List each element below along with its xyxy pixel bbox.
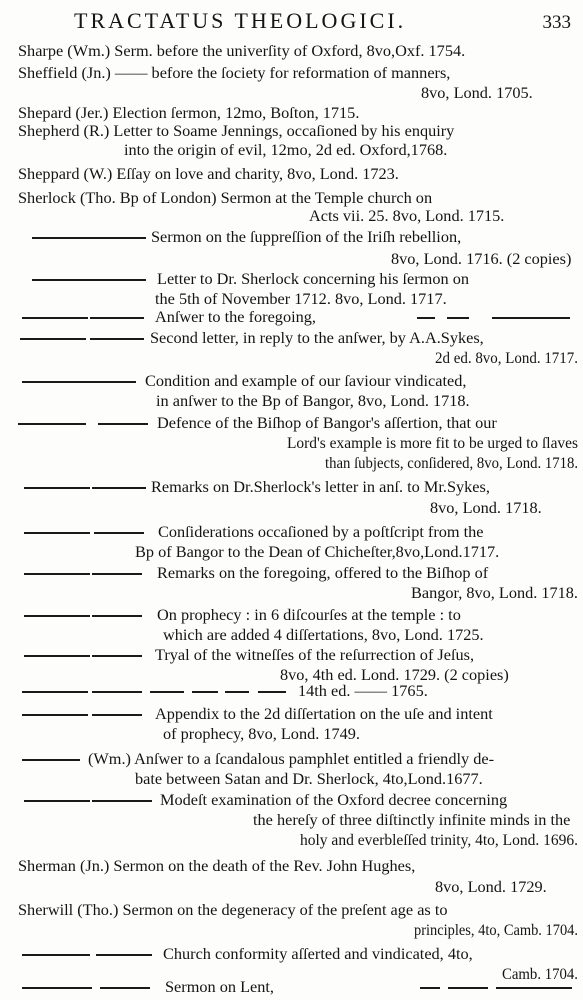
entry-line <box>0 226 583 248</box>
ditto-dash <box>24 800 90 802</box>
entry-line <box>0 432 583 454</box>
ditto-dash <box>100 987 150 989</box>
entry-line <box>0 327 583 349</box>
entry-text: Sherwill (Tho.) Sermon on the degeneracy of the preſent age as to <box>18 900 448 919</box>
entry-line <box>0 248 583 270</box>
ditto-dash <box>90 279 146 281</box>
ditto-dash <box>92 615 142 617</box>
entry-line <box>0 789 583 811</box>
ditto-dash <box>492 317 570 319</box>
entry-line <box>0 809 583 831</box>
entry-text: Second letter, in reply to the anſwer, by A.A.Sykes, <box>150 328 484 347</box>
ditto-dash <box>448 987 488 989</box>
ditto-dash <box>92 691 142 693</box>
entry-text: Anſwer to the foregoing, <box>155 307 316 326</box>
entry-text: Church conformity aſſerted and vindicated, 4to, <box>163 944 473 963</box>
ditto-dash <box>496 987 572 989</box>
entry-text: Lord's example is more fit to be urged to ſlaves <box>287 433 579 452</box>
entry-line <box>0 62 583 84</box>
ditto-dash <box>92 487 146 489</box>
entry-line <box>0 680 583 702</box>
entry-line <box>0 163 583 185</box>
entry-line <box>0 582 583 604</box>
entry-line <box>0 976 583 998</box>
entry-line <box>0 562 583 584</box>
entry-line <box>0 452 583 474</box>
ditto-dash <box>96 954 152 956</box>
ditto-dash <box>90 237 146 239</box>
entry-text: Sherlock (Tho. Bp of London) Sermon at the Temple church on <box>18 188 433 207</box>
entry-text: Shepherd (R.) Letter to Soame Jennings, occaſioned by his enquiry <box>18 121 455 140</box>
ditto-dash <box>20 338 86 340</box>
entry-text: the hereſy of three diſtinctly infinite minds in the <box>253 810 571 829</box>
entry-line <box>0 703 583 725</box>
entry-line <box>0 919 583 941</box>
entry-line <box>0 521 583 543</box>
ditto-dash <box>22 381 90 383</box>
entry-line <box>0 306 583 328</box>
ditto-dash <box>92 800 152 802</box>
ditto-dash <box>24 532 90 534</box>
entry-line <box>0 723 583 745</box>
ditto-dash <box>92 573 142 575</box>
ditto-dash <box>447 317 469 319</box>
entry-text: into the origin of evil, 12mo, 2d ed. Oxford,1768. <box>124 140 448 159</box>
entry-line <box>0 82 583 104</box>
entry-text: Remarks on the foregoing, offered to the Biſhop of <box>157 563 489 582</box>
ditto-dash <box>225 691 249 693</box>
entry-text: Letter to Dr. Sherlock concerning his ſermon on <box>157 269 469 288</box>
entry-line <box>0 268 583 290</box>
entry-text: Sherman (Jn.) Sermon on the death of the Rev. John Hughes, <box>18 856 416 875</box>
entry-text: the 5th of November 1712. 8vo, Lond. 1717. <box>155 289 447 308</box>
ditto-dash <box>92 655 142 657</box>
ditto-dash <box>22 987 92 989</box>
ditto-dash <box>22 691 88 693</box>
entry-line <box>0 604 583 626</box>
entry-line <box>0 748 583 770</box>
entry-text: Defence of the Biſhop of Bangor's aſſertion, that our <box>157 413 497 432</box>
ditto-dash <box>150 691 184 693</box>
entry-line <box>0 497 583 519</box>
entry-line <box>0 541 583 563</box>
entry-text: holy and everbleſſed trinity, 4to, Lond. 1696. <box>300 830 578 849</box>
ditto-dash <box>90 317 144 319</box>
entry-text: Sermon on Lent, <box>165 977 274 996</box>
entry-line <box>0 768 583 790</box>
entry-text: Camb. 1704. <box>502 964 578 983</box>
entry-text: Tryal of the witneſſes of the reſurrection of Jeſus, <box>155 645 475 664</box>
ditto-dash <box>24 615 90 617</box>
ditto-dash <box>420 987 440 989</box>
entry-text: (Wm.) Anſwer to a ſcandalous pamphlet entitled a friendly de- <box>88 749 494 768</box>
entry-text: 8vo, Lond. 1705. <box>421 83 533 102</box>
entry-text: Shepard (Jer.) Election ſermon, 12mo, Boſton, 1715. <box>18 103 360 122</box>
entry-text: Sharpe (Wm.) Serm. before the univerſity of Oxford, 8vo,Oxf. 1754. <box>18 41 466 60</box>
ditto-dash <box>24 655 90 657</box>
entry-text: Appendix to the 2d diſſertation on the uſe and intent <box>155 704 493 723</box>
ditto-dash <box>417 317 435 319</box>
ditto-dash <box>90 381 136 383</box>
entry-text: of prophecy, 8vo, Lond. 1749. <box>163 724 360 743</box>
entry-line <box>0 943 583 965</box>
ditto-dash <box>24 573 90 575</box>
ditto-dash <box>92 714 142 716</box>
ditto-dash <box>192 691 218 693</box>
entry-text: 2d ed. 8vo, Lond. 1717. <box>435 348 578 367</box>
entry-text: Bp of Bangor to the Dean of Chicheſter,8vo,Lond.1717. <box>135 542 500 561</box>
ditto-dash <box>18 423 86 425</box>
entry-line <box>0 139 583 161</box>
ditto-dash <box>94 532 144 534</box>
ditto-dash <box>22 954 90 956</box>
entry-text: 8vo, Lond. 1716. (2 copies) <box>391 249 572 268</box>
entry-line <box>0 412 583 434</box>
entry-text: Sheffield (Jn.) —— before the ſociety for reformation of manners, <box>18 63 451 82</box>
entry-text: Remarks on Dr.Sherlock's letter in anſ. to Mr.Sykes, <box>151 477 490 496</box>
entry-text: than ſubjects, conſidered, 8vo, Lond. 1718. <box>325 453 579 472</box>
entry-line <box>0 205 583 227</box>
ditto-dash <box>22 317 88 319</box>
entry-line <box>0 347 583 369</box>
entry-text: Condition and example of our ſaviour vindicated, <box>145 371 467 390</box>
entry-line <box>0 899 583 921</box>
entry-text: On prophecy : in 6 diſcourſes at the temple : to <box>157 605 461 624</box>
ditto-dash <box>90 338 144 340</box>
entry-text: 8vo, Lond. 1729. <box>435 877 547 896</box>
entry-line <box>0 370 583 392</box>
entry-line <box>0 644 583 666</box>
entry-text: principles, 4to, Camb. 1704. <box>414 920 578 939</box>
entry-text: Conſiderations occaſioned by a poſtſcript from the <box>158 522 484 541</box>
entry-text: which are added 4 diſſertations, 8vo, Lond. 1725. <box>163 625 484 644</box>
ditto-dash <box>258 691 286 693</box>
entry-text: Bangor, 8vo, Lond. 1718. <box>411 583 579 602</box>
page-number: 333 <box>542 12 571 33</box>
entry-line <box>0 876 583 898</box>
ditto-dash <box>98 423 148 425</box>
entry-text: Acts vii. 25. 8vo, Lond. 1715. <box>309 206 505 225</box>
ditto-dash <box>22 759 80 761</box>
page-header <box>0 8 583 40</box>
entry-text: 8vo, Lond. 1718. <box>430 498 542 517</box>
entry-text: 14th ed. —— 1765. <box>298 681 428 700</box>
entry-line <box>0 40 583 62</box>
entry-text: bate between Satan and Dr. Sherlock, 4to,Lond.1677. <box>135 769 483 788</box>
entry-text: in anſwer to the Bp of Bangor, 8vo, Lond. 1718. <box>156 391 470 410</box>
entry-line <box>0 855 583 877</box>
entry-text: Sheppard (W.) Eſſay on love and charity, 8vo, Lond. 1723. <box>18 164 399 183</box>
entry-line <box>0 390 583 412</box>
running-title: TRACTATUS THEOLOGICI. <box>74 8 407 33</box>
ditto-dash <box>24 487 90 489</box>
entry-text: Sermon on the ſuppreſſion of the Iriſh rebellion, <box>151 227 462 246</box>
entry-line <box>0 624 583 646</box>
entry-text: Modeſt examination of the Oxford decree concerning <box>160 790 508 809</box>
ditto-dash <box>22 714 88 716</box>
entry-line <box>0 829 583 851</box>
entry-text: 8vo, 4th ed. Lond. 1729. (2 copies) <box>280 665 509 684</box>
entry-line <box>0 476 583 498</box>
